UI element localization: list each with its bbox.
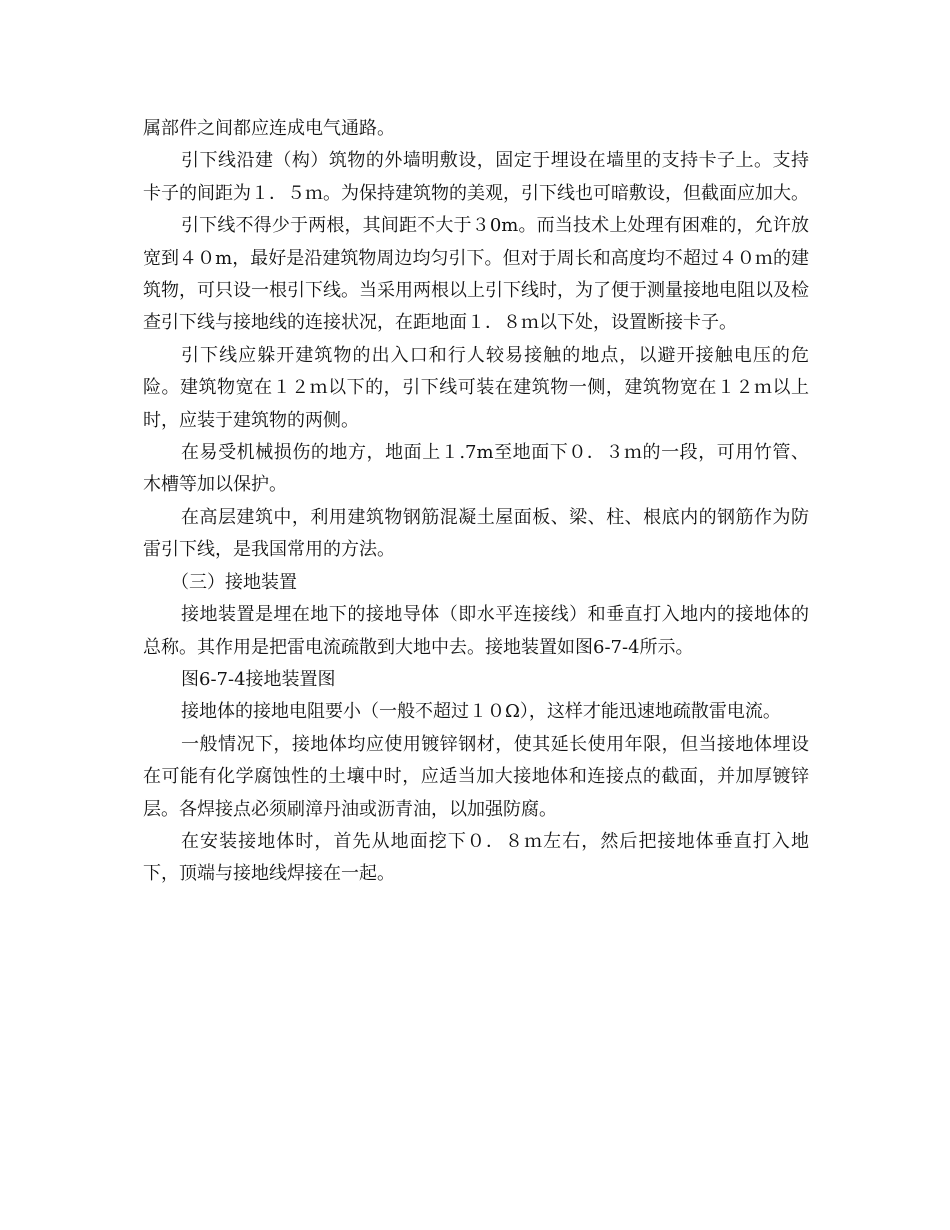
paragraph-high-rise: 在高层建筑中，利用建筑物钢筋混凝土屋面板、梁、柱、根底内的钢筋作为防雷引下线，是我国常用的方法。 (143, 506, 809, 561)
document-body (143, 113, 809, 891)
paragraph-installation: 在安装接地体时，首先从地面挖下０．８ｍ左右，然后把接地体垂直打入地下，顶端与接地线焊接在一起。 (143, 830, 809, 885)
paragraph-downlead-count: 引下线不得少于两根，其间距不大于３0m。而当技术上处理有困难的，允许放宽到４０m，最好是沿建筑物周边均匀引下。但对于周长和高度均不超过４０ｍ的建筑物，可只设一根引下线。当采用两根以上引下线时，为了便于测量接地电阻以及检查引下线与接地线的连接状况，在距地面１．８ｍ以下处，设置断接卡子。 (143, 215, 809, 334)
paragraph-grounding-definition: 接地装置是埋在地下的接地导体（即水平连接线）和垂直打入地内的接地体的总称。其作用是把雷电流疏散到大地中去。接地装置如图6-7-4所示。 (143, 604, 809, 658)
paragraph-continuation: 属部件之间都应连成电气通路。 (143, 118, 395, 139)
figure-caption: 图6-7-4接地装置图 (181, 668, 336, 690)
paragraph-galvanized-steel: 一般情况下，接地体均应使用镀锌钢材，使其延长使用年限，但当接地体埋设在可能有化学腐蚀性的土壤中时，应适当加大接地体和连接点的截面，并加厚镀锌层。各焊接点必须刷漳丹油或沥青油，以加强防腐。 (143, 733, 809, 820)
paragraph-downlead-placement: 引下线应躲开建筑物的出入口和行人较易接触的地点，以避开接触电压的危险。建筑物宽在１２ｍ以下的，引下线可装在建筑物一侧，建筑物宽在１２ｍ以上时，应装于建筑物的两侧。 (143, 344, 809, 431)
paragraph-mechanical-protection: 在易受机械损伤的地方，地面上１.7m至地面下０．３ｍ的一段，可用竹管、木槽等加以保护。 (143, 442, 809, 496)
paragraph-downlead-mounting: 引下线沿建（构）筑物的外墙明敷设，固定于埋设在墙里的支持卡子上。支持卡子的间距为１．５ｍ。为保持建筑物的美观，引下线也可暗敷设，但截面应加大。 (143, 150, 809, 204)
paragraph-grounding-resistance: 接地体的接地电阻要小（一般不超过１０Ω），这样才能迅速地疏散雷电流。 (181, 701, 781, 723)
section-heading-grounding: （三）接地装置 (171, 571, 297, 593)
